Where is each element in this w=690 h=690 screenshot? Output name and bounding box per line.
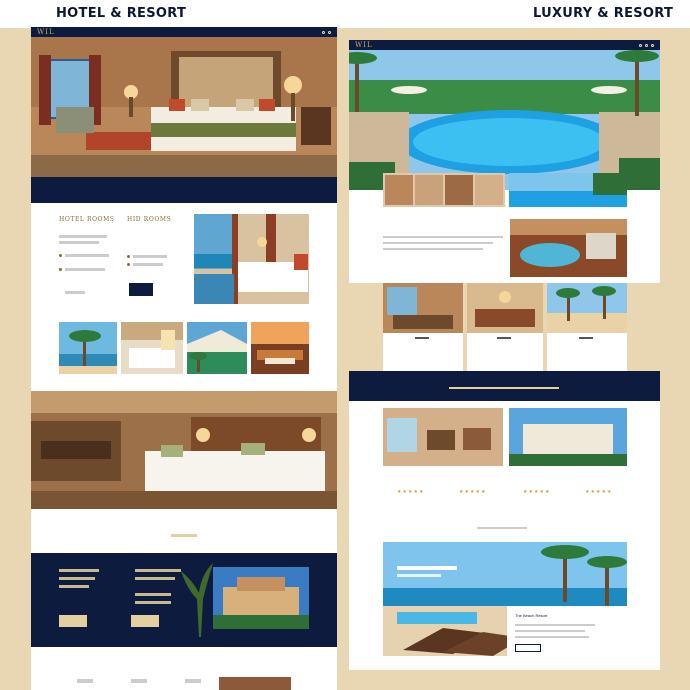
pool-thumb[interactable] — [509, 173, 627, 207]
text-line — [383, 248, 483, 250]
rating-stars-3 — [523, 490, 549, 495]
text-line — [515, 630, 585, 632]
star-icon: ★ — [480, 489, 486, 495]
rating-stars-4 — [585, 490, 611, 495]
star-icon: ★ — [464, 489, 469, 495]
dining-illustration — [251, 322, 309, 374]
beach-info-card — [507, 606, 627, 656]
star-icon: ★ — [523, 489, 528, 495]
gallery-photo-2[interactable] — [467, 283, 543, 333]
search-icon[interactable] — [322, 31, 325, 34]
feature-button-2[interactable] — [131, 615, 159, 627]
band-line — [449, 387, 559, 389]
text-line — [135, 569, 181, 572]
user-icon[interactable] — [645, 44, 648, 47]
text-line — [59, 569, 99, 572]
hotel-building-illustration — [509, 408, 627, 466]
gallery-photo-3[interactable] — [547, 283, 627, 333]
palm-leaf-photo — [179, 559, 217, 639]
caption-line — [415, 337, 429, 339]
text-line — [133, 255, 167, 258]
left-navbar — [31, 27, 337, 37]
bullet — [127, 263, 130, 266]
lounge-illustration — [383, 283, 463, 333]
star-icon: ★ — [528, 489, 533, 495]
card-title: The Beach Resort — [515, 613, 548, 618]
palm-icon — [179, 559, 217, 639]
thumb-palm-photo[interactable] — [59, 322, 117, 374]
restaurant-illustration — [467, 283, 543, 333]
left-site-mockup — [31, 27, 337, 690]
pool-hero-photo — [349, 50, 660, 190]
bag-icon[interactable] — [651, 44, 654, 47]
text-line — [77, 679, 93, 683]
bedroom-illustration — [31, 37, 337, 177]
caption-line — [497, 337, 511, 339]
feature-button[interactable] — [59, 615, 87, 627]
thumb-villa-photo[interactable] — [187, 322, 247, 374]
rating-stars-2 — [459, 490, 485, 495]
right-logo[interactable]: WIL — [355, 41, 373, 49]
star-icon: ★ — [397, 489, 402, 495]
right-caption: LUXURY & RESORT — [533, 6, 674, 21]
pool-illustration — [349, 50, 660, 190]
room-thumbs-strip[interactable] — [383, 173, 505, 207]
text-line — [59, 577, 95, 580]
gold-accent-line — [171, 534, 197, 537]
pool-thumb-illustration — [509, 173, 627, 207]
star-icon: ★ — [469, 489, 475, 495]
star-icon: ★ — [539, 489, 544, 495]
beach-headline-line — [397, 574, 441, 577]
suite-photo — [194, 214, 309, 304]
bullet — [59, 254, 62, 257]
star-icon: ★ — [601, 489, 606, 495]
palm-icon — [59, 322, 117, 374]
star-icon: ★ — [595, 489, 601, 495]
star-icon: ★ — [418, 489, 424, 495]
intro-heading-2: HID ROOMS — [127, 216, 172, 223]
text-line — [383, 242, 493, 244]
hotel-card-photo[interactable] — [509, 408, 627, 466]
room-card-photo[interactable] — [383, 408, 503, 466]
room-card-illustration — [383, 408, 503, 466]
text-line — [65, 291, 85, 294]
gallery-photo-1[interactable] — [383, 283, 463, 333]
book-button[interactable] — [129, 283, 153, 296]
intro-heading: HOTEL ROOMS — [59, 216, 115, 223]
star-icon: ★ — [606, 489, 612, 495]
spa-illustration — [510, 219, 627, 277]
text-line — [65, 254, 109, 257]
star-icon: ★ — [407, 489, 413, 495]
user-icon[interactable] — [328, 31, 331, 34]
star-icon: ★ — [402, 489, 407, 495]
card-button[interactable] — [515, 644, 541, 652]
left-nav-icons — [322, 31, 331, 34]
right-navbar — [349, 40, 660, 50]
right-nav-icons — [639, 44, 654, 47]
hero-info-band — [31, 177, 337, 203]
thumb-dining-photo[interactable] — [251, 322, 309, 374]
text-line — [131, 679, 147, 683]
rating-stars-1 — [397, 490, 423, 495]
left-caption: HOTEL & RESORT — [56, 6, 187, 21]
bedroom-2-illustration — [31, 391, 337, 509]
text-line — [59, 235, 107, 238]
villa-illustration — [187, 322, 247, 374]
star-icon: ★ — [585, 489, 590, 495]
text-line — [383, 236, 503, 238]
text-line — [65, 268, 105, 271]
text-line — [59, 241, 99, 244]
search-icon[interactable] — [639, 44, 642, 47]
star-icon: ★ — [475, 489, 480, 495]
suite-illustration — [194, 214, 309, 304]
text-line — [135, 593, 171, 596]
thumb-room-photo[interactable] — [121, 322, 183, 374]
text-line — [59, 585, 89, 588]
palm-icon — [547, 283, 627, 333]
right-site-mockup — [349, 40, 660, 670]
text-line — [185, 679, 201, 683]
star-icon: ★ — [544, 489, 550, 495]
text-line — [135, 577, 175, 580]
bullet — [59, 268, 62, 271]
room-illustration — [121, 322, 183, 374]
bullet — [127, 255, 130, 258]
caption-line — [579, 337, 593, 339]
navy-title-band — [349, 371, 660, 401]
beach-headline-line — [397, 566, 457, 570]
resort-building-photo — [213, 567, 309, 629]
spa-photo — [510, 219, 627, 277]
text-line — [515, 624, 595, 626]
text-line — [477, 527, 527, 529]
hero-bedroom-photo — [31, 37, 337, 177]
resort-building-illustration — [213, 567, 309, 629]
text-line — [515, 636, 589, 638]
star-icon: ★ — [590, 489, 595, 495]
star-icon: ★ — [413, 489, 418, 495]
star-icon: ★ — [533, 489, 539, 495]
gallery-band — [349, 283, 660, 371]
text-line — [133, 263, 163, 266]
feature-section — [31, 553, 337, 647]
left-logo[interactable]: WIL — [37, 28, 55, 36]
star-icon: ★ — [459, 489, 464, 495]
text-line — [135, 601, 171, 604]
bottom-photo — [219, 677, 291, 690]
bedroom-photo-2 — [31, 391, 337, 509]
bottom-illustration — [219, 677, 291, 690]
rooms-thumbs-illustration — [383, 173, 505, 207]
